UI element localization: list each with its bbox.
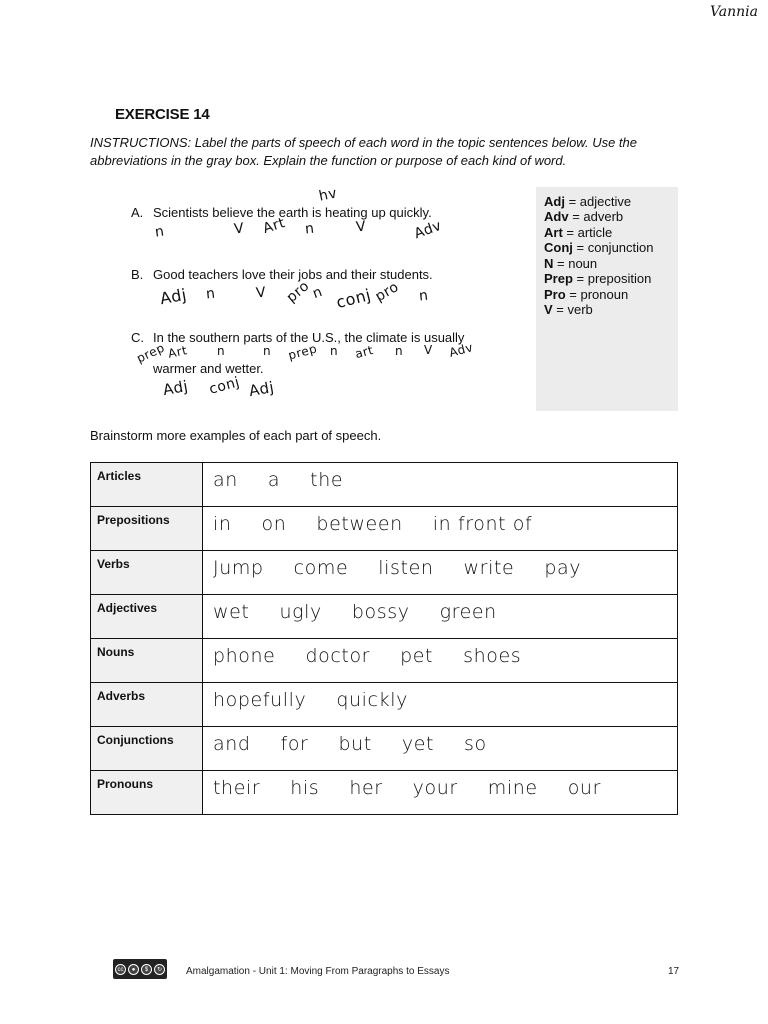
- table-row: [91, 595, 678, 639]
- category-label: Adverbs: [91, 683, 203, 727]
- hand-label: Adv: [412, 217, 444, 243]
- legend-meaning: = article: [566, 225, 613, 240]
- legend-item: [544, 302, 593, 317]
- handwritten-answer: yet: [401, 733, 435, 755]
- table-row: [91, 551, 678, 595]
- legend-abbr: Adj: [544, 194, 565, 209]
- sentence-text: Scientists believe the earth is heating up quickly.: [153, 205, 432, 220]
- handwritten-answer: your: [412, 777, 458, 799]
- handwritten-answer: the: [310, 469, 344, 491]
- handwritten-answer: an: [213, 469, 238, 491]
- hand-label: n: [418, 287, 430, 305]
- handwritten-answer: write: [463, 557, 515, 579]
- hand-label: n: [153, 223, 166, 241]
- legend-abbr: Adv: [544, 209, 569, 224]
- table-row: [91, 727, 678, 771]
- sentence-b: [131, 267, 433, 282]
- hand-label: art: [353, 342, 375, 362]
- brainstorm-prompt: Brainstorm more examples of each part of speech.: [90, 428, 382, 443]
- category-label: Conjunctions: [91, 727, 203, 771]
- hand-label: V: [355, 218, 367, 236]
- hand-label: V: [255, 284, 267, 302]
- handwritten-answer: their: [213, 777, 261, 799]
- hand-label: Adv: [447, 340, 475, 360]
- handwritten-answer: between: [316, 513, 403, 535]
- hand-label: Art: [261, 214, 288, 238]
- category-label: Adjectives: [91, 595, 203, 639]
- handwritten-answer: hopefully: [213, 689, 307, 711]
- hand-label: pro: [283, 278, 313, 306]
- hand-label: prep: [134, 340, 167, 366]
- answer-cell: [203, 683, 678, 727]
- hand-label: Adj: [161, 376, 190, 400]
- hand-label: n: [205, 285, 217, 303]
- answer-cell: [203, 595, 678, 639]
- handwritten-answer: green: [439, 601, 497, 623]
- hand-label: Art: [166, 343, 189, 361]
- legend-abbr: Art: [544, 225, 563, 240]
- legend-meaning: = noun: [557, 256, 598, 271]
- handwritten-answer: bossy: [351, 601, 410, 623]
- sentence-text: In the southern parts of the U.S., the climate is usually: [153, 330, 465, 345]
- legend-meaning: = verb: [556, 302, 593, 317]
- handwritten-answer: so: [464, 733, 487, 755]
- hand-label: Adj: [158, 284, 189, 309]
- attribution-icon: ●: [128, 964, 139, 975]
- answer-cell: [203, 639, 678, 683]
- handwritten-answer: on: [261, 513, 287, 535]
- sentence-letter: C.: [131, 330, 144, 345]
- handwritten-answer: but: [338, 733, 372, 755]
- answer-cell: [203, 551, 678, 595]
- handwritten-answer: listen: [378, 557, 434, 579]
- category-label: Articles: [91, 463, 203, 507]
- legend-meaning: = adverb: [572, 209, 624, 224]
- hand-label: conj: [334, 285, 373, 312]
- hand-label: conj: [207, 374, 242, 398]
- handwritten-answer: his: [290, 777, 320, 799]
- hand-label: pro: [372, 278, 402, 306]
- hand-label: n: [304, 220, 316, 238]
- category-label: Pronouns: [91, 771, 203, 815]
- handwritten-answer: ugly: [279, 601, 322, 623]
- legend-meaning: = conjunction: [576, 240, 654, 255]
- exercise-title: EXERCISE 14: [115, 106, 210, 123]
- handwritten-answer: shoes: [463, 645, 522, 667]
- legend-meaning: = adjective: [568, 194, 632, 209]
- handwritten-answer: and: [213, 733, 251, 755]
- footer-title: Amalgamation - Unit 1: Moving From Paragraphs to Essays: [186, 966, 450, 977]
- handwritten-answer: our: [567, 777, 601, 799]
- handwritten-answer: her: [349, 777, 383, 799]
- page-number: 17: [668, 966, 680, 977]
- answer-cell: [203, 507, 678, 551]
- parts-of-speech-table: [90, 462, 678, 815]
- handwritten-answer: mine: [487, 777, 538, 799]
- hand-label: n: [217, 344, 226, 358]
- sentence-letter: A.: [131, 205, 144, 220]
- answer-cell: [203, 727, 678, 771]
- table-row: [91, 639, 678, 683]
- legend-abbr: Prep: [544, 271, 573, 286]
- hand-label: n: [263, 344, 272, 358]
- hand-label: prep: [286, 341, 319, 363]
- legend-abbr: V: [544, 302, 553, 317]
- category-label: Prepositions: [91, 507, 203, 551]
- table-row: [91, 463, 678, 507]
- legend-item: [544, 209, 623, 224]
- legend-item: [544, 271, 651, 286]
- noncommercial-icon: $: [141, 964, 152, 975]
- hand-label: V: [233, 220, 245, 238]
- handwritten-answer: phone: [213, 645, 276, 667]
- hand-label: V: [424, 343, 433, 357]
- handwritten-answer: in front of: [432, 513, 533, 535]
- legend-item: [544, 194, 631, 209]
- handwritten-answer: come: [293, 557, 349, 579]
- handwritten-answer: in: [213, 513, 232, 535]
- handwritten-answer: wet: [213, 601, 250, 623]
- hand-label: n: [330, 344, 339, 358]
- student-name: Vannia: [709, 4, 758, 20]
- category-label: Verbs: [91, 551, 203, 595]
- hand-label: n: [395, 344, 404, 358]
- legend-abbr: Pro: [544, 287, 566, 302]
- sentence-letter: B.: [131, 267, 144, 282]
- creative-commons-icon: [113, 959, 167, 979]
- legend-meaning: = pronoun: [569, 287, 629, 302]
- table-row: [91, 683, 678, 727]
- instructions-text: INSTRUCTIONS: Label the parts of speech of each word in the topic sentences below. Use the abbreviations in the gray box. Explain the function or purpose of each kind of word.: [90, 135, 638, 168]
- sentence-c-continued: warmer and wetter.: [153, 361, 264, 376]
- handwritten-answer: quickly: [336, 689, 408, 711]
- handwritten-answer: pay: [544, 557, 582, 579]
- legend-abbr: N: [544, 256, 554, 271]
- handwritten-answer: Jump: [213, 557, 264, 579]
- table-row: [91, 507, 678, 551]
- answer-cell: [203, 463, 678, 507]
- sharealike-icon: ↻: [154, 964, 165, 975]
- cc-icon: cc: [115, 964, 126, 975]
- handwritten-answer: pet: [400, 645, 434, 667]
- category-label: Nouns: [91, 639, 203, 683]
- legend-item: [544, 225, 612, 240]
- legend-abbr: Conj: [544, 240, 573, 255]
- answer-cell: [203, 771, 678, 815]
- sentence-text: Good teachers love their jobs and their students.: [153, 267, 433, 282]
- legend-meaning: = preposition: [576, 271, 652, 286]
- abbreviation-legend: [536, 187, 678, 411]
- legend-item: [544, 240, 654, 255]
- legend-item: [544, 287, 628, 302]
- hand-label: n: [310, 283, 325, 303]
- handwritten-answer: a: [267, 469, 281, 491]
- sentence-c: [131, 330, 464, 345]
- handwritten-answer: doctor: [305, 645, 371, 667]
- hand-label: hv: [317, 185, 339, 205]
- legend-item: [544, 256, 597, 271]
- hand-label: Adj: [247, 377, 276, 401]
- table-row: [91, 771, 678, 815]
- handwritten-answer: for: [280, 733, 309, 755]
